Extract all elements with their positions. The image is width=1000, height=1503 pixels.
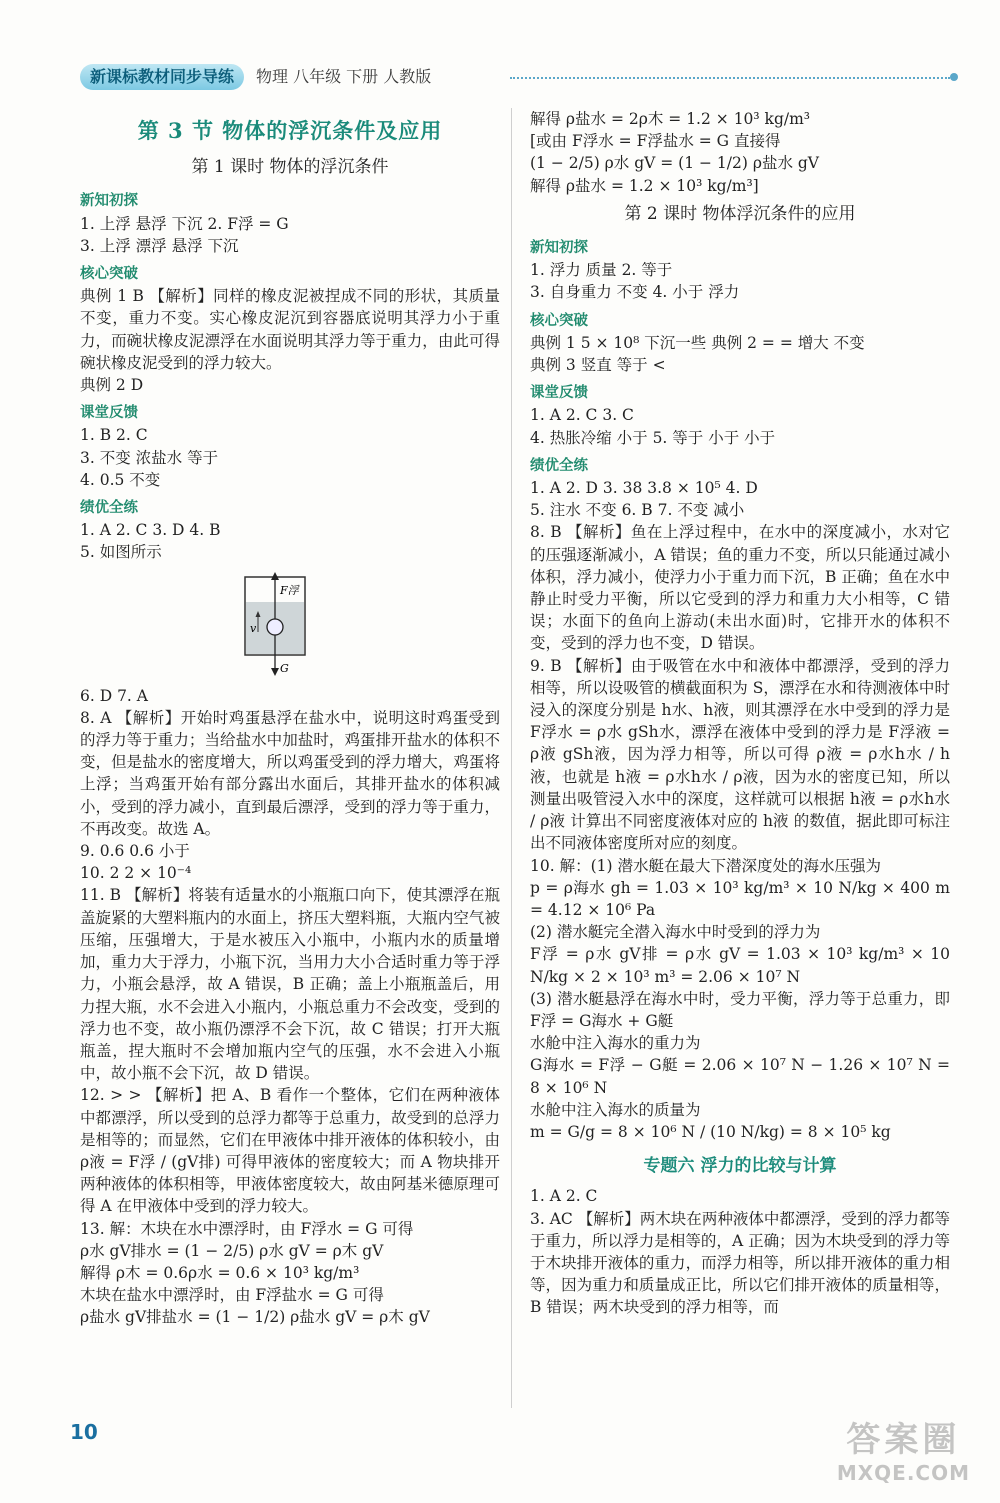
answer-line: 1. B 2. C [80, 426, 148, 445]
category-heading: 绩优全练 [530, 457, 588, 474]
answer-line: 解得 ρ盐水 = 1.2 × 10³ kg/m³] [530, 176, 759, 195]
column-divider [511, 108, 512, 1408]
category-heading: 核心突破 [530, 312, 588, 329]
category-heading: 新知初探 [530, 240, 588, 257]
label-v: v [250, 621, 257, 635]
answer-line: F浮 = ρ水 gV排 = ρ水 gV = 1.03 × 10³ kg/m³ × 10 N/kg × 2 × 10³ m³ = 2.06 × 10⁷ N [530, 945, 950, 986]
category-heading: 课堂反馈 [530, 385, 588, 402]
header-dot [950, 73, 958, 81]
answer-line: 典例 2 D [80, 376, 144, 395]
answer-line: 10. 解：(1) 潜水艇在最大下潜深度处的海水压强为 [530, 856, 881, 875]
right-body [530, 108, 950, 1319]
label-f-buoyant: F浮 [280, 583, 299, 597]
answer-line: 典例 1 5 × 10⁸ 下沉一些 典例 2 = = 增大 不变 [530, 333, 865, 352]
answer-line: 5. 如图所示 [80, 543, 162, 562]
answer-line: 13. 解：木块在水中漂浮时，由 F浮水 = G 可得 [80, 1219, 414, 1238]
answer-line: 4. 热胀冷缩 小于 5. 等于 小于 小于 [530, 428, 776, 447]
answer-line: 水舱中注入海水的质量为 [530, 1100, 701, 1119]
category-heading: 绩优全练 [80, 500, 138, 517]
answer-line: 典例 3 竖直 等于 < [530, 356, 666, 375]
watermark [837, 1412, 970, 1485]
series-badge: 新课标教材同步导练 [80, 64, 244, 90]
answer-line: 3. 上浮 漂浮 悬浮 下沉 [80, 236, 239, 255]
answer-line: 1. A 2. C 3. D 4. B [80, 521, 221, 540]
gravity-arrow [271, 668, 279, 676]
answer-line: ρ盐水 gV排盐水 = (1 − 1/2) ρ盐水 gV = ρ木 gV [80, 1308, 430, 1327]
answer-line: G海水 = F浮 − G艇 = 2.06 × 10⁷ N − 1.26 × 10⁷ N = 8 × 10⁶ N [530, 1056, 950, 1097]
answer-line: 8. A 【解析】开始时鸡蛋悬浮在盐水中，说明这时鸡蛋受到的浮力等于重力；当给盐水中加盐时，鸡蛋排开盐水的体积不变，但是盐水的密度增大，所以鸡蛋受到的浮力增大，鸡蛋将上浮；当鸡蛋开始有部分露出水面后，其排开盐水的体积减小，受到的浮力减小，直到最后漂浮，受到的浮力等于重力，不再改变。故选 A。 [80, 708, 500, 838]
book-title: 物理 八年级 下册 人教版 [256, 67, 432, 86]
right-column [530, 108, 950, 1319]
answer-line: 1. 上浮 悬浮 下沉 2. F浮 = G [80, 214, 289, 233]
section-title: 第 3 节 物体的浮沉条件及应用 [137, 118, 443, 143]
category-heading: 核心突破 [80, 266, 138, 283]
answer-line: 1. A 2. D 3. 38 3.8 × 10⁵ 4. D [530, 479, 758, 498]
answer-line: (2) 潜水艇完全潜入海水中时受到的浮力为 [530, 923, 821, 942]
answer-line: 典例 1 B 【解析】同样的橡皮泥被捏成不同的形状，其质量不变，重力不变。实心橡皮泥沉到容器底说明其浮力小于重力，而碗状橡皮泥漂浮在水面说明其浮力等于重力，由此可得碗状橡皮泥受到的浮力较大。 [80, 287, 500, 372]
answer-line: p = ρ海水 gh = 1.03 × 10³ kg/m³ × 10 N/kg × 400 m = 4.12 × 10⁶ Pa [530, 878, 950, 919]
answer-line: 水舱中注入海水的重力为 [530, 1034, 701, 1053]
answer-line: 解得 ρ盐水 = 2ρ木 = 1.2 × 10³ kg/m³ [530, 110, 810, 128]
answer-line: 12. > > 【解析】把 A、B 看作一个整体，它们在两种液体中都漂浮，所以受到的总浮力都等于总重力，故受到的总浮力是相等的；而显然，它们在甲液体中排开液体的体积较小，由 ρ液 = F浮 / (gV排) 可得甲液体的密度较大；而 A 物块排开两种液体的体积相等，甲液体密度较大，故由阿基米德原理可得 A 在甲液体中受到的浮力较大。 [80, 1086, 500, 1216]
answer-line: 1. A 2. C [530, 1187, 598, 1206]
left-column [80, 108, 500, 1329]
left-body [80, 190, 500, 1328]
answer-line: 5. 注水 不变 6. B 7. 不变 减小 [530, 501, 745, 520]
answer-line: 9. 0.6 0.6 小于 [80, 842, 190, 861]
answer-line: 9. B 【解析】由于吸管在水中和液体中都漂浮，受到的浮力相等，所以设吸管的横截面积为 S，漂浮在水和待测液体中时浸入的深度分别是 h水、h液，则其漂浮在水中受到的浮力是 F浮水 = ρ水 gSh水，漂浮在液体中受到的浮力是 F浮液 = ρ液 gSh液，因为浮力相等，所以可得 ρ液 = ρ水h水 / h液，也就是 h液 = ρ水h水 / ρ液，因为水的密度已知，所以测量出吸管浸入水中的深度，这样就可以根据 h液 = ρ水h水 / ρ液 计算出不同密度液体对应的 h液 的数值，据此即可标注出不同液体密度所对应的刻度。 [530, 656, 950, 853]
topic-title: 专题六 浮力的比较与计算 [643, 1156, 837, 1177]
watermark-en: MXQE.COM [836, 1461, 970, 1485]
answer-line: 11. B 【解析】将装有适量水的小瓶瓶口向下，使其漂浮在瓶盖旋紧的大塑料瓶内的水面上，挤压大塑料瓶，大瓶内空气被压缩，压强增大，于是水被压入小瓶中，小瓶内水的质量增加，重力大于浮力，小瓶下沉，当用力大小合适时重力等于浮力，小瓶会悬浮，故 A 错误，B 正确；盖上小瓶瓶盖后，用力捏大瓶，水不会进入小瓶内，小瓶总重力不会改变，受到的浮力也不变，故小瓶仍漂浮不会下沉，故 C 错误；打开大瓶瓶盖，捏大瓶时不会增加瓶内空气的压强，水不会进入小瓶中，故小瓶不会下沉，故 D 错误。 [80, 886, 500, 1083]
answer-line: 1. 浮力 质量 2. 等于 [530, 261, 673, 280]
answer-line: 6. D 7. A [80, 686, 148, 705]
answer-line: 解得 ρ木 = 0.6ρ水 = 0.6 × 10³ kg/m³ [80, 1263, 360, 1282]
category-heading: 课堂反馈 [80, 405, 138, 422]
answer-line: m = G/g = 8 × 10⁶ N / (10 N/kg) = 8 × 10⁵ kg [530, 1122, 891, 1141]
answer-line: ρ水 gV排水 = (1 − 2/5) ρ水 gV = ρ木 gV [80, 1241, 384, 1260]
page-header [80, 60, 960, 96]
beaker-diagram [240, 572, 310, 677]
answer-line: (1 − 2/5) ρ水 gV = (1 − 1/2) ρ盐水 gV [530, 154, 819, 173]
label-g: G [280, 661, 289, 675]
answer-line: 8. B 【解析】鱼在上浮过程中，在水中的深度减小，水对它的压强逐渐减小，A 错误；鱼的重力不变，所以只能通过减小体积，浮力减小，使浮力小于重力而下沉，B 正确；鱼在水中静止时受力平衡，所以它受到的浮力和重力大小相等，C 错误；水面下的鱼向上游动(未出水面)时，它排开水的体积不变，受到的浮力也不变，D 错误。 [530, 523, 950, 653]
answer-line: 3. AC 【解析】两木块在两种液体中都漂浮，受到的浮力都等于重力，所以浮力是相等的，A 正确；因为木块受到的浮力等于木块排开液体的重力，而浮力相等，所以排开液体的重力相等，因为重力和质量成正比，所以它们排开液体的质量相等，B 错误；两木块受到的浮力相等，而 [530, 1209, 950, 1317]
header-divider [510, 77, 950, 79]
answer-line: 3. 自身重力 不变 4. 小于 浮力 [530, 283, 740, 302]
object-circle [267, 619, 283, 635]
page-number: 10 [70, 1420, 98, 1444]
answer-line: 木块在盐水中漂浮时，由 F浮盐水 = G 可得 [80, 1286, 384, 1305]
answer-line: (3) 潜水艇悬浮在海水中时，受力平衡，浮力等于总重力，即 F浮 = G海水 + G艇 [530, 989, 950, 1030]
lesson-title: 第 1 课时 物体的浮沉条件 [191, 157, 389, 178]
answer-line: 4. 0.5 不变 [80, 470, 161, 489]
buoyant-force-arrow [271, 572, 279, 580]
answer-line: 1. A 2. C 3. C [530, 406, 634, 425]
category-heading: 新知初探 [80, 193, 138, 210]
answer-line: [或由 F浮水 = F浮盐水 = G 直接得 [530, 132, 781, 151]
answer-line: 10. 2 2 × 10⁻⁴ [80, 864, 192, 883]
lesson-title: 第 2 课时 物体浮沉条件的应用 [624, 203, 856, 224]
answer-line: 3. 不变 浓盐水 等于 [80, 448, 219, 467]
watermark-cn: 答案圈 [846, 1420, 961, 1460]
buoyancy-figure [240, 572, 310, 677]
